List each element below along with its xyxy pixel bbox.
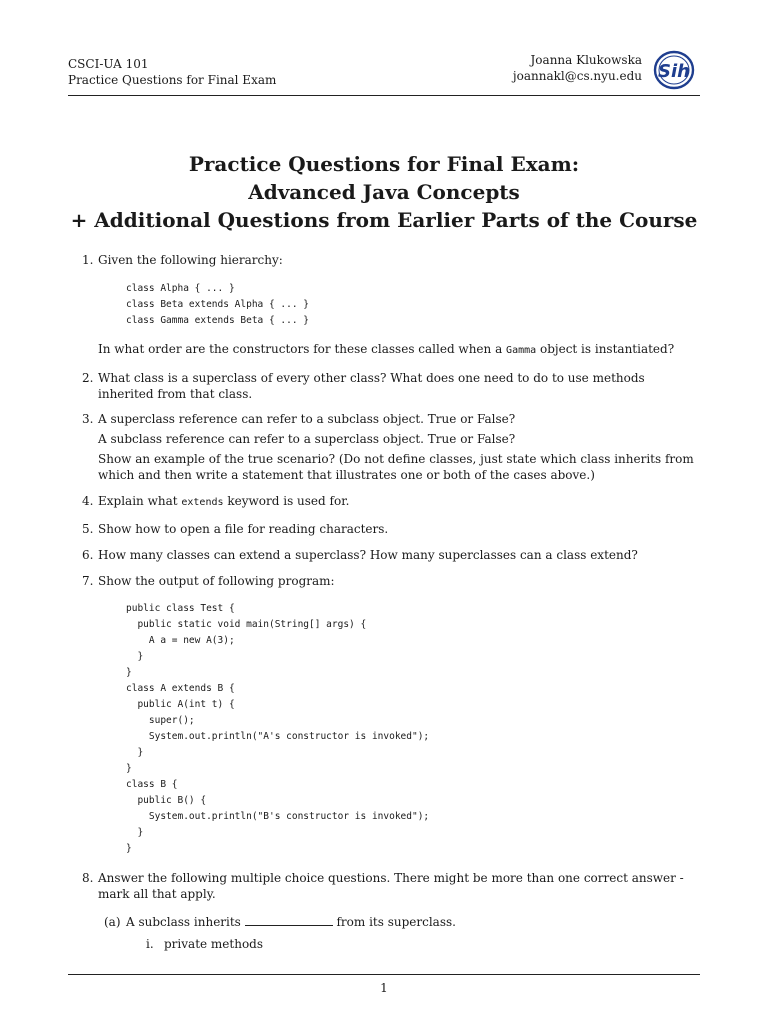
question-text: A superclass reference can refer to a subclass object. True or False? bbox=[98, 412, 516, 426]
question-text: Show how to open a file for reading characters. bbox=[98, 522, 389, 536]
title-line-1: Practice Questions for Final Exam: bbox=[188, 152, 580, 176]
subquestion-text-part: from its superclass. bbox=[332, 915, 456, 929]
question-4 bbox=[68, 493, 702, 511]
subquestion-label: (a) bbox=[104, 915, 121, 929]
question-number: 3. bbox=[82, 412, 94, 426]
code-block: public class Test { public static void main(String[] args) { A a = new A(3); } } class A extends B { public A(int t) { super(); System.out.println("A's constructor is invoked"); } } class B { public B() { System.out.println("B's constructor is invoked"); } } bbox=[126, 603, 430, 854]
code-block: class Alpha { ... } class Beta extends Alpha { ... } class Gamma extends Beta { ... } bbox=[126, 283, 310, 326]
question-1 bbox=[68, 252, 702, 359]
question-text-part: Explain what bbox=[98, 494, 182, 508]
question-5 bbox=[68, 521, 702, 537]
answer-blank[interactable] bbox=[245, 914, 333, 926]
question-6 bbox=[68, 547, 702, 563]
question-text: How many classes can extend a superclass? How many superclasses can a class extend? bbox=[98, 548, 638, 562]
question-number: 4. bbox=[82, 494, 94, 508]
question-8 bbox=[68, 870, 702, 952]
question-text: What class is a superclass of every other class? What does one need to do to use methods inherited from that class. bbox=[98, 371, 645, 401]
followup-text: In what order are the constructors for these classes called when a bbox=[98, 342, 507, 356]
question-text: Show an example of the true scenario? (Do not define classes, just state which class inherits from which and then write a statement that illustrates one or both of the cases above.) bbox=[98, 452, 694, 482]
question-3 bbox=[68, 411, 702, 483]
footer-rule bbox=[68, 974, 700, 975]
header-right bbox=[513, 52, 642, 84]
question-number: 8. bbox=[82, 871, 94, 885]
answer-option[interactable] bbox=[126, 936, 702, 952]
title-line-3: + Additional Questions from Earlier Parts of the Course bbox=[70, 208, 698, 232]
question-number: 5. bbox=[82, 522, 94, 536]
question-text: Answer the following multiple choice questions. There might be more than one correct answer - mark all that apply. bbox=[98, 871, 684, 901]
question-2 bbox=[68, 370, 702, 402]
subquestion-a bbox=[98, 914, 702, 952]
subquestion-text-part: A subclass inherits bbox=[126, 915, 245, 929]
option-label: i. bbox=[146, 937, 154, 951]
page-title bbox=[0, 150, 768, 234]
page-header bbox=[68, 53, 700, 96]
title-line-2: Advanced Java Concepts bbox=[248, 180, 520, 204]
question-text: A subclass reference can refer to a superclass object. True or False? bbox=[98, 432, 516, 446]
question-number: 7. bbox=[82, 574, 94, 588]
question-text bbox=[98, 493, 702, 511]
question-followup bbox=[98, 341, 702, 359]
header-rule bbox=[68, 95, 700, 96]
question-7 bbox=[68, 573, 702, 857]
question-list bbox=[68, 252, 702, 952]
header-left bbox=[68, 56, 276, 88]
logo-letters: Sih bbox=[658, 61, 690, 82]
question-text-part: keyword is used for. bbox=[223, 494, 350, 508]
question-number: 1. bbox=[82, 253, 94, 267]
question-number: 6. bbox=[82, 548, 94, 562]
header-doc-title: Practice Questions for Final Exam bbox=[68, 73, 277, 87]
csih-logo-icon bbox=[652, 50, 696, 90]
inline-code: Gamma bbox=[506, 345, 537, 356]
author-name: Joanna Klukowska bbox=[530, 53, 642, 67]
course-code: CSCI-UA 101 bbox=[68, 57, 149, 71]
inline-code: extends bbox=[181, 497, 224, 508]
option-text: private methods bbox=[164, 937, 264, 951]
author-email: joannakl@cs.nyu.edu bbox=[512, 69, 642, 83]
followup-text: object is instantiated? bbox=[536, 342, 675, 356]
question-text: Given the following hierarchy: bbox=[98, 253, 283, 267]
question-text: Show the output of following program: bbox=[98, 574, 335, 588]
question-number: 2. bbox=[82, 371, 94, 385]
page-number: 1 bbox=[380, 981, 388, 995]
subquestion-text bbox=[126, 914, 702, 930]
